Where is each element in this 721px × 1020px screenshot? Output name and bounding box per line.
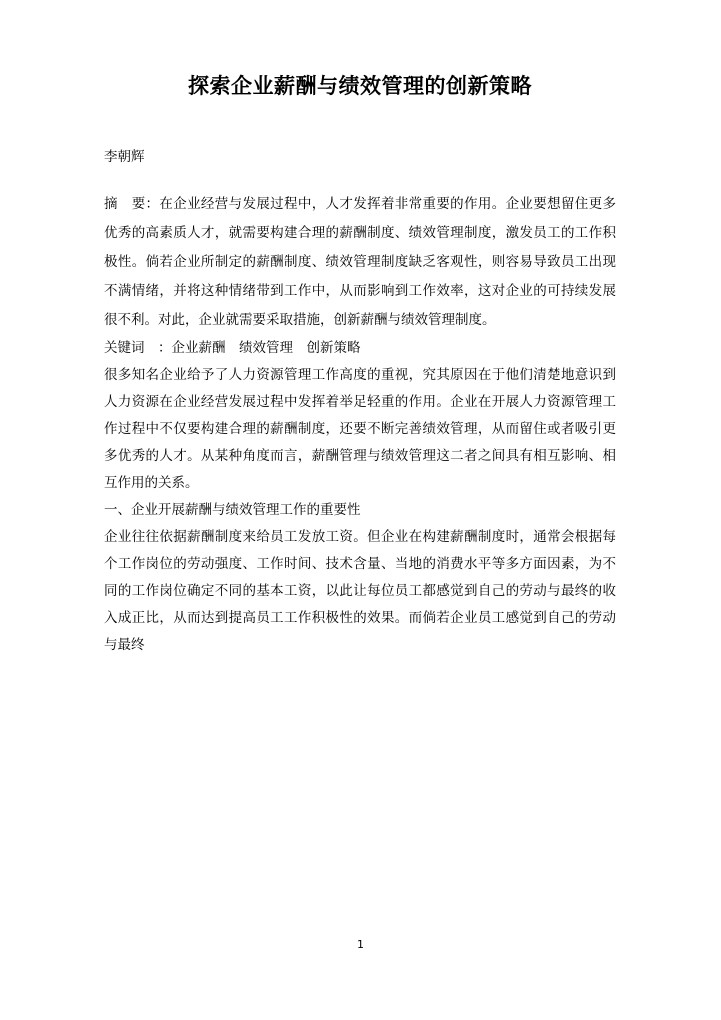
abstract-paragraph: 摘 要：在企业经营与发展过程中，人才发挥着非常重要的作用。企业要想留住更多优秀的高素质人才，就需要构建合理的薪酬制度、绩效管理制度，激发员工的工作积极性。倘若企业所制定的薪酬制度、绩效管理制度缺乏客观性，则容易导致员工出现不满情绪，并将这种情绪带到工作中，从而影响到工作效率，这对企业的可持续发展很不利。对此，企业就需要采取措施，创新薪酬与绩效管理制度。 (104, 195, 616, 328)
page-number: 1 (357, 938, 364, 951)
page-title: 探索企业薪酬与绩效管理的创新策略 (188, 74, 532, 98)
body-paragraph-2: 企业往往依据薪酬制度来给员工发放工资。但企业在构建薪酬制度时，通常会根据每个工作岗位的劳动强度、工作时间、技术含量、当地的消费水平等多方面因素，为不同的工作岗位确定不同的基本工资，以此让每位员工都感觉到自己的劳动与最终的收入成正比，从而达到提高员工工作积极性的效果。而倘若企业员工感觉到自己的劳动与最终 (104, 529, 616, 654)
section-heading-1: 一、企业开展薪酬与绩效管理工作的重要性 (104, 502, 361, 519)
body-paragraph-1: 很多知名企业给予了人力资源管理工作高度的重视，究其原因在于他们清楚地意识到人力资源在企业经营发展过程中发挥着举足轻重的作用。企业在开展人力资源管理工作过程中不仅要构建合理的薪酬制度，还要不断完善绩效管理，从而留住或者吸引更多优秀的人才。从某种角度而言，薪酬管理与绩效管理这二者之间具有相互影响、相互作用的关系。 (104, 367, 616, 492)
keywords-line: 关键词 ：企业薪酬 绩效管理 创新策略 (104, 339, 361, 356)
author-name: 李朝辉 (104, 149, 145, 166)
document-content (104, 72, 616, 659)
